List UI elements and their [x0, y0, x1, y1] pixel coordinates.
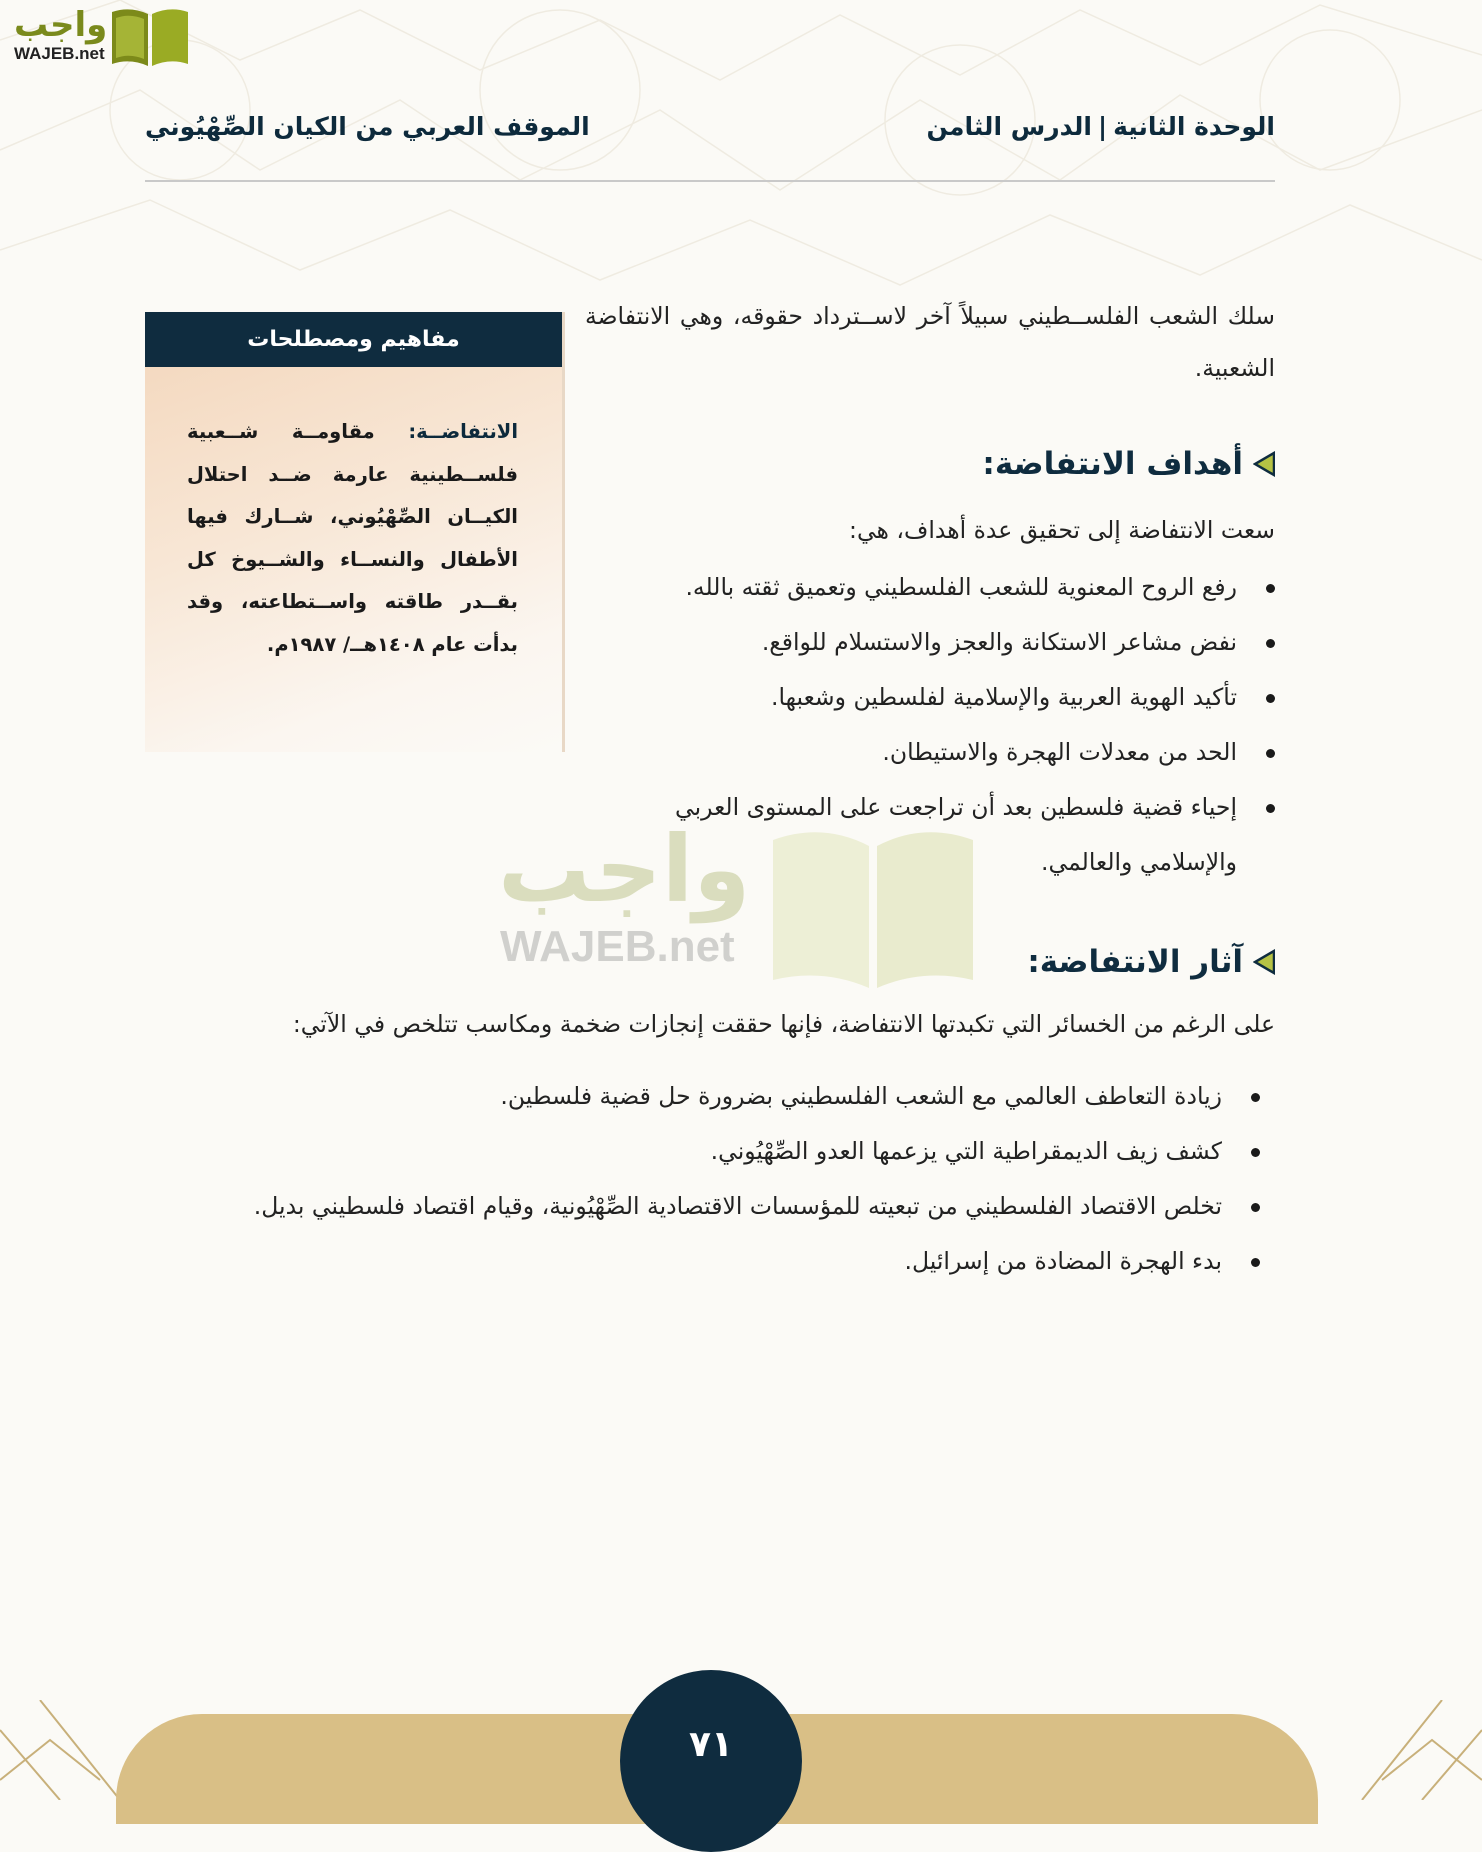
term-intifada: الانتفاضــة: [408, 420, 518, 443]
lesson-name: الدرس الثامن [926, 112, 1092, 141]
unit-name: الوحدة الثانية [1113, 112, 1275, 141]
goals-heading-text: أهداف الانتفاضة: [982, 446, 1243, 482]
bullet-icon [1251, 1093, 1260, 1102]
header-divider [145, 180, 1275, 182]
triangle-marker-icon [1253, 949, 1275, 975]
triangle-marker-icon [1253, 451, 1275, 477]
list-item [635, 615, 1275, 670]
goal-text: رفع الروح المعنوية للشعب الفلسطيني وتعميق ثقته بالله. [685, 573, 1237, 601]
goal-text: نفض مشاعر الاستكانة والعجز والاستسلام للواقع. [761, 628, 1237, 656]
list-item [180, 1124, 1260, 1179]
goals-list [635, 560, 1275, 890]
wajeb-logo[interactable] [8, 4, 193, 68]
intro-paragraph: سلك الشعب الفلســطيني سبيلاً آخر لاســترداد حقوقه، وهي الانتفاضة الشعبية. [585, 302, 1275, 382]
effects-heading [1027, 944, 1275, 980]
watermark-arabic: واجب [498, 816, 751, 923]
effect-text: تخلص الاقتصاد الفلسطيني من تبعيته للمؤسسات الاقتصادية الصِّهْيُونية، وقيام اقتصاد فلسطيني بديل. [253, 1192, 1222, 1220]
watermark-latin: WAJEB.net [500, 922, 735, 971]
list-item [180, 1069, 1260, 1124]
page-number: ٧١ [620, 1670, 802, 1852]
goal-text: تأكيد الهوية العربية والإسلامية لفلسطين وشعبها. [771, 683, 1237, 711]
list-item [635, 780, 1275, 890]
effects-heading-text: آثار الانتفاضة: [1027, 944, 1243, 980]
effect-text: بدء الهجرة المضادة من إسرائيل. [904, 1247, 1222, 1275]
bullet-icon [1251, 1203, 1260, 1212]
bullet-icon [1266, 694, 1275, 703]
concepts-body [145, 367, 562, 666]
bullet-icon [1266, 804, 1275, 813]
list-item [180, 1179, 1260, 1234]
effects-list [180, 1069, 1260, 1289]
list-item [635, 670, 1275, 725]
bullet-icon [1266, 639, 1275, 648]
page-title: الموقف العربي من الكيان الصِّهْيُوني [145, 112, 590, 141]
list-item [180, 1234, 1260, 1289]
list-item [635, 560, 1275, 615]
list-item [635, 725, 1275, 780]
logo-arabic-text: واجب [14, 5, 108, 45]
concepts-sidebar [145, 312, 565, 752]
effect-text: زيادة التعاطف العالمي مع الشعب الفلسطيني بضرورة حل قضية فلسطين. [500, 1082, 1222, 1110]
goals-heading [982, 446, 1275, 482]
bullet-icon [1266, 584, 1275, 593]
book-icon [108, 4, 192, 68]
term-definition: مقاومــة شــعبية فلســطينية عارمة ضــد احتلال الكيــان الصِّهْيُوني، شــارك فيها الأطفال والنســاء والشــيوخ كل بقــدر طاقته واســتطاعته، وقد بدأت عام ١٤٠٨هــ/ ١٩٨٧م. [187, 420, 518, 656]
goals-lead: سعت الانتفاضة إلى تحقيق عدة أهداف، هي: [849, 516, 1275, 544]
concepts-heading: مفاهيم ومصطلحات [145, 312, 562, 367]
page-header [145, 112, 1275, 162]
effect-text: كشف زيف الديمقراطية التي يزعمها العدو الصِّهْيُوني. [710, 1137, 1222, 1165]
header-separator: | [1098, 112, 1108, 141]
unit-lesson-label [926, 112, 1275, 141]
bullet-icon [1251, 1148, 1260, 1157]
bullet-icon [1251, 1258, 1260, 1267]
goal-text: الحد من معدلات الهجرة والاستيطان. [882, 738, 1237, 766]
bullet-icon [1266, 749, 1275, 758]
effects-lead: على الرغم من الخسائر التي تكبدتها الانتفاضة، فإنها حققت إنجازات ضخمة ومكاسب تتلخص في الآتي: [292, 1010, 1275, 1038]
goal-text: إحياء قضية فلسطين بعد أن تراجعت على المستوى العربي والإسلامي والعالمي. [674, 793, 1237, 876]
logo-latin-text: WAJEB.net [14, 44, 105, 63]
